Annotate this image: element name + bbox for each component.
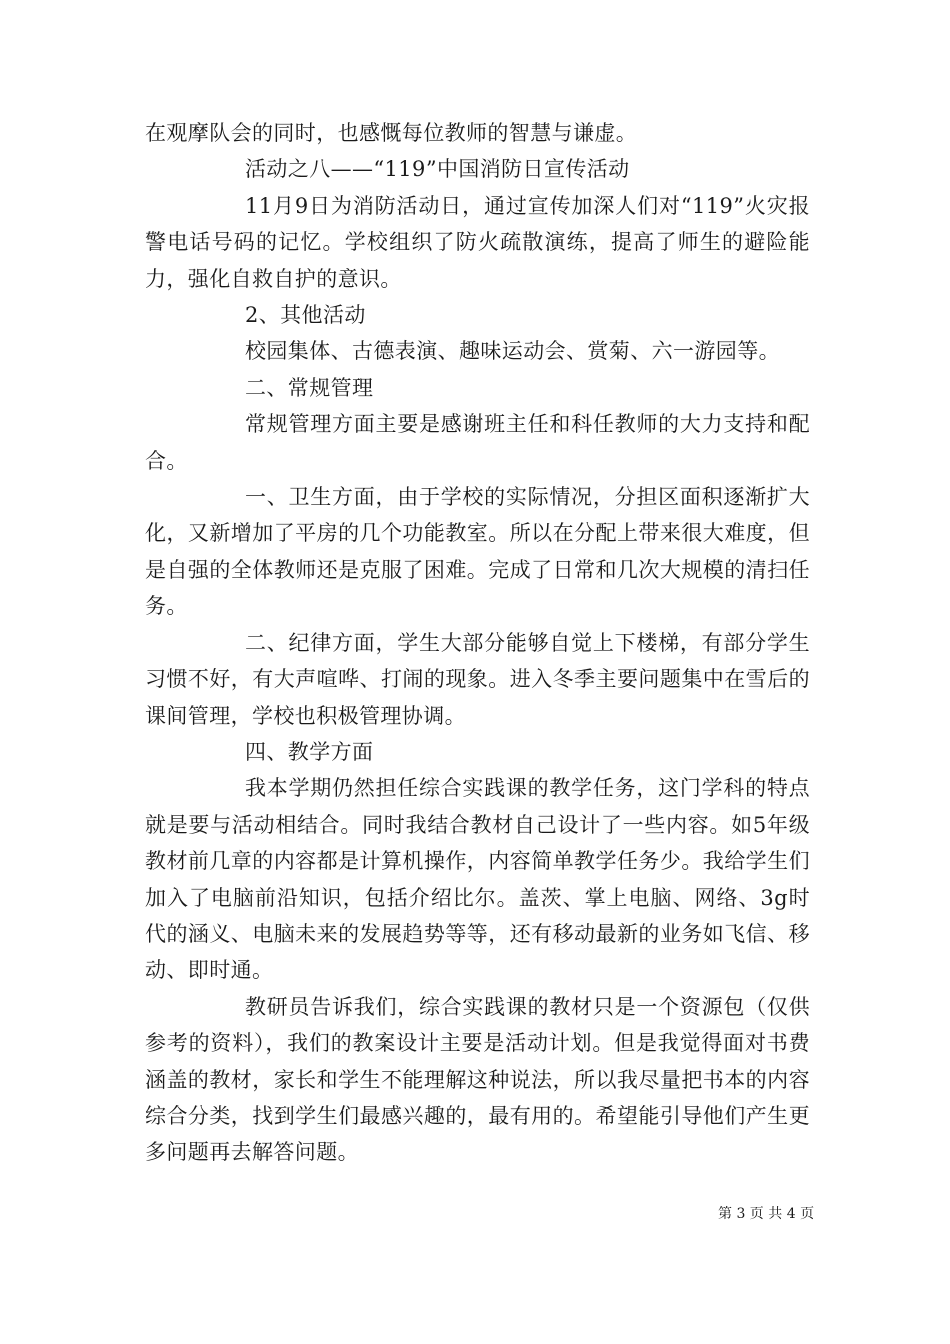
teaching-paragraph: 我本学期仍然担任综合实践课的教学任务，这门学科的特点就是要与活动相结合。同时我结合教材自己设计了一些内容。如5年级教材前几章的内容都是计算机操作，内容简单教学任务少。我给学生们加入了电脑前沿知识，包括介绍比尔。盖茨、掌上电脑、网络、3g时代的涵义、电脑未来的发展趋势等等，还有移动最新的业务如飞信、移动、即时通。	[145, 776, 810, 983]
discipline-paragraph: 二、纪律方面，学生大部分能够自觉上下楼梯，有部分学生习惯不好，有大声喧哗、打闹的现象。进入冬季主要问题集中在雪后的课间管理，学校也积极管理协调。	[145, 630, 810, 728]
other-activities-heading: 2、其他活动	[245, 303, 366, 328]
page-number-footer: 第 3 页 共 4 页	[718, 1206, 815, 1222]
document-body	[145, 115, 810, 1171]
other-activities-list: 校园集体、古德表演、趣味运动会、赏菊、六一游园等。	[245, 339, 780, 364]
curriculum-paragraph: 教研员告诉我们，综合实践课的教材只是一个资源包（仅供参考的资料），我们的教案设计主要是活动计划。但是我觉得面对书费涵盖的教材，家长和学生不能理解这种说法，所以我尽量把书本的内容综合分类，找到学生们最感兴趣的，最有用的。希望能引导他们产生更多问题再去解答问题。	[145, 994, 810, 1165]
teaching-heading: 四、教学方面	[245, 739, 374, 764]
fire-day-paragraph: 11月9日为消防活动日，通过宣传加深人们对“119”火灾报警电话号码的记忆。学校组织了防火疏散演练，提高了师生的避险能力，强化自救自护的意识。	[145, 193, 810, 291]
paragraph-continuation: 在观摩队会的同时，也感慨每位教师的智慧与谦虚。	[145, 121, 638, 145]
routine-management-heading: 二、常规管理	[245, 375, 374, 400]
hygiene-paragraph: 一、卫生方面，由于学校的实际情况，分担区面积逐渐扩大化，又新增加了平房的几个功能教室。所以在分配上带来很大难度，但是自强的全体教师还是克服了困难。完成了日常和几次大规模的清扫任务。	[145, 485, 810, 619]
routine-management-paragraph: 常规管理方面主要是感谢班主任和科任教师的大力支持和配合。	[145, 412, 810, 473]
activity-eight-heading: 活动之八——“119”中国消防日宣传活动	[245, 157, 630, 182]
